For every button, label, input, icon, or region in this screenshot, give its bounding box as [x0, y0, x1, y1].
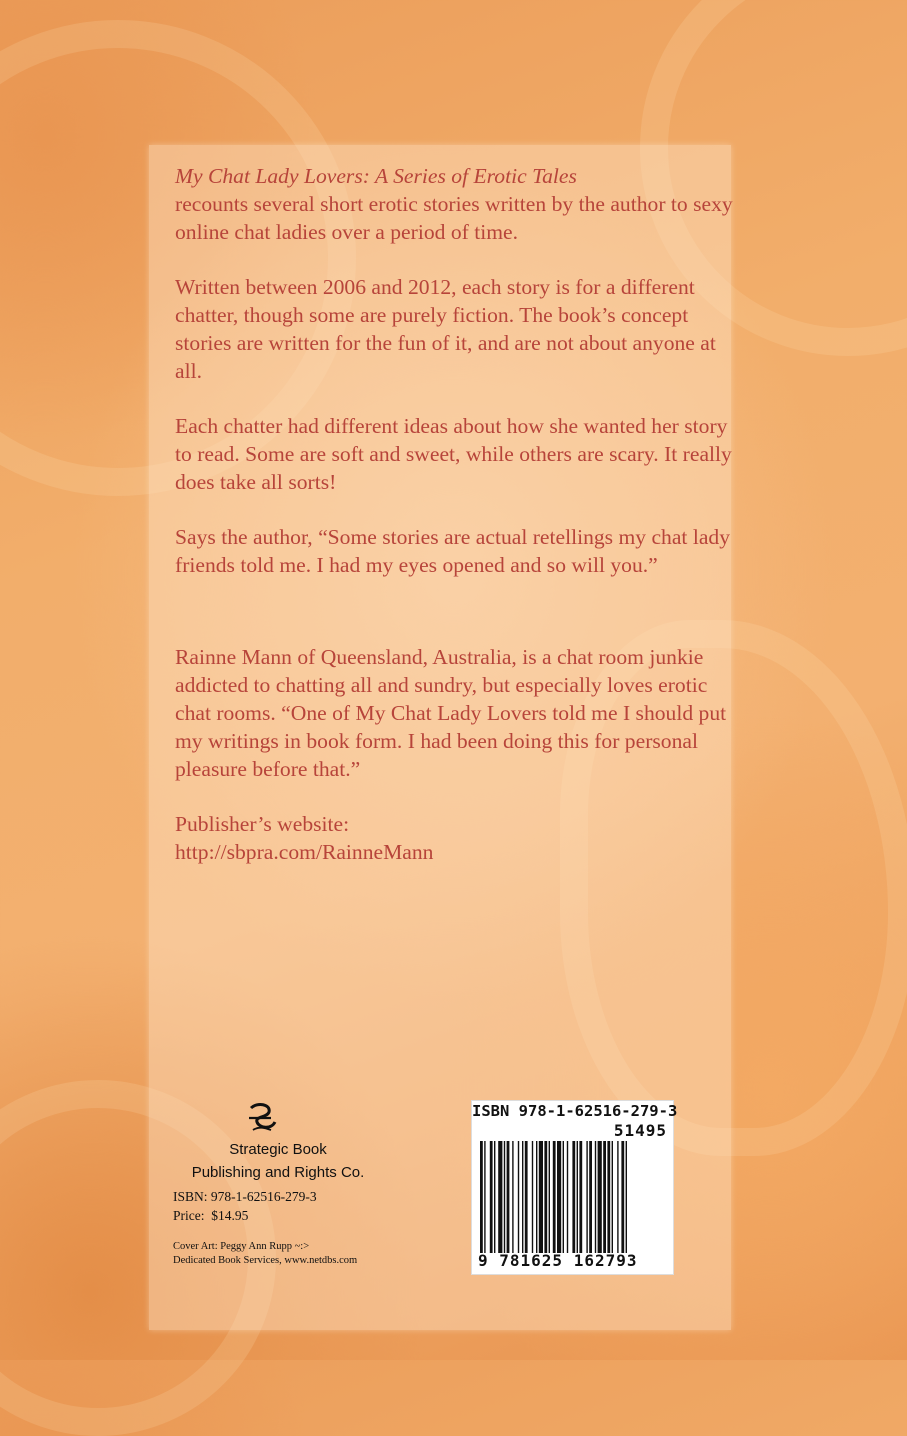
publisher-website [175, 810, 735, 866]
book-title: My Chat Lady Lovers: A Series of Erotic Tales [175, 164, 577, 188]
publisher-logo [245, 1100, 279, 1134]
book-services-credit: Dedicated Book Services, www.netdbs.com [173, 1255, 358, 1266]
description-paragraph-1 [175, 162, 735, 246]
description-paragraph-4: Says the author, “Some stories are actual retellings my chat lady friends told me. I had my eyes opened and so will you.” [175, 525, 731, 577]
website-url: http://sbpra.com/RainneMann [175, 840, 434, 864]
description-paragraph-2: Written between 2006 and 2012, each story is for a different chatter, though some are purely fiction. The book’s concept stories are written for the fun of it, and are not about anyone at all. [175, 275, 716, 383]
publisher-name-line-2: Publishing and Rights Co. [191, 1164, 365, 1181]
publisher-details [173, 1187, 393, 1225]
author-bio: Rainne Mann of Queensland, Australia, is a chat room junkie addicted to chatting all and sundry, but especially loves erotic chat rooms. “One of My Chat Lady Lovers told me I should put my writings in book form. I had been doing this for personal pleasure before that.” [175, 645, 727, 781]
back-cover-text [175, 162, 735, 893]
cover-credits [173, 1240, 433, 1268]
publisher-name [163, 1138, 393, 1184]
description-text: recounts several short erotic stories written by the author to sexy online chat ladies over a period of time. [175, 192, 733, 244]
barcode [471, 1100, 678, 1275]
cover-art-credit: Cover Art: Peggy Ann Rupp ~:> [173, 1241, 310, 1252]
isbn-text: ISBN: 978-1-62516-279-3 [173, 1189, 317, 1204]
barcode-ean-digits: 9 781625 162793 [478, 1251, 638, 1270]
barcode-price-code: 51495 [613, 1121, 667, 1140]
barcode-bars [480, 1141, 666, 1253]
price-text: Price: $14.95 [173, 1208, 249, 1223]
description-paragraph-3: Each chatter had different ideas about how she wanted her story to read. Some are soft and sweet, while others are scary. It really does take all sorts! [175, 414, 732, 494]
barcode-isbn-label: ISBN 978-1-62516-279-3 [472, 1102, 678, 1120]
publisher-name-line-1: Strategic Book [229, 1141, 327, 1158]
website-label: Publisher’s website: [175, 812, 350, 836]
